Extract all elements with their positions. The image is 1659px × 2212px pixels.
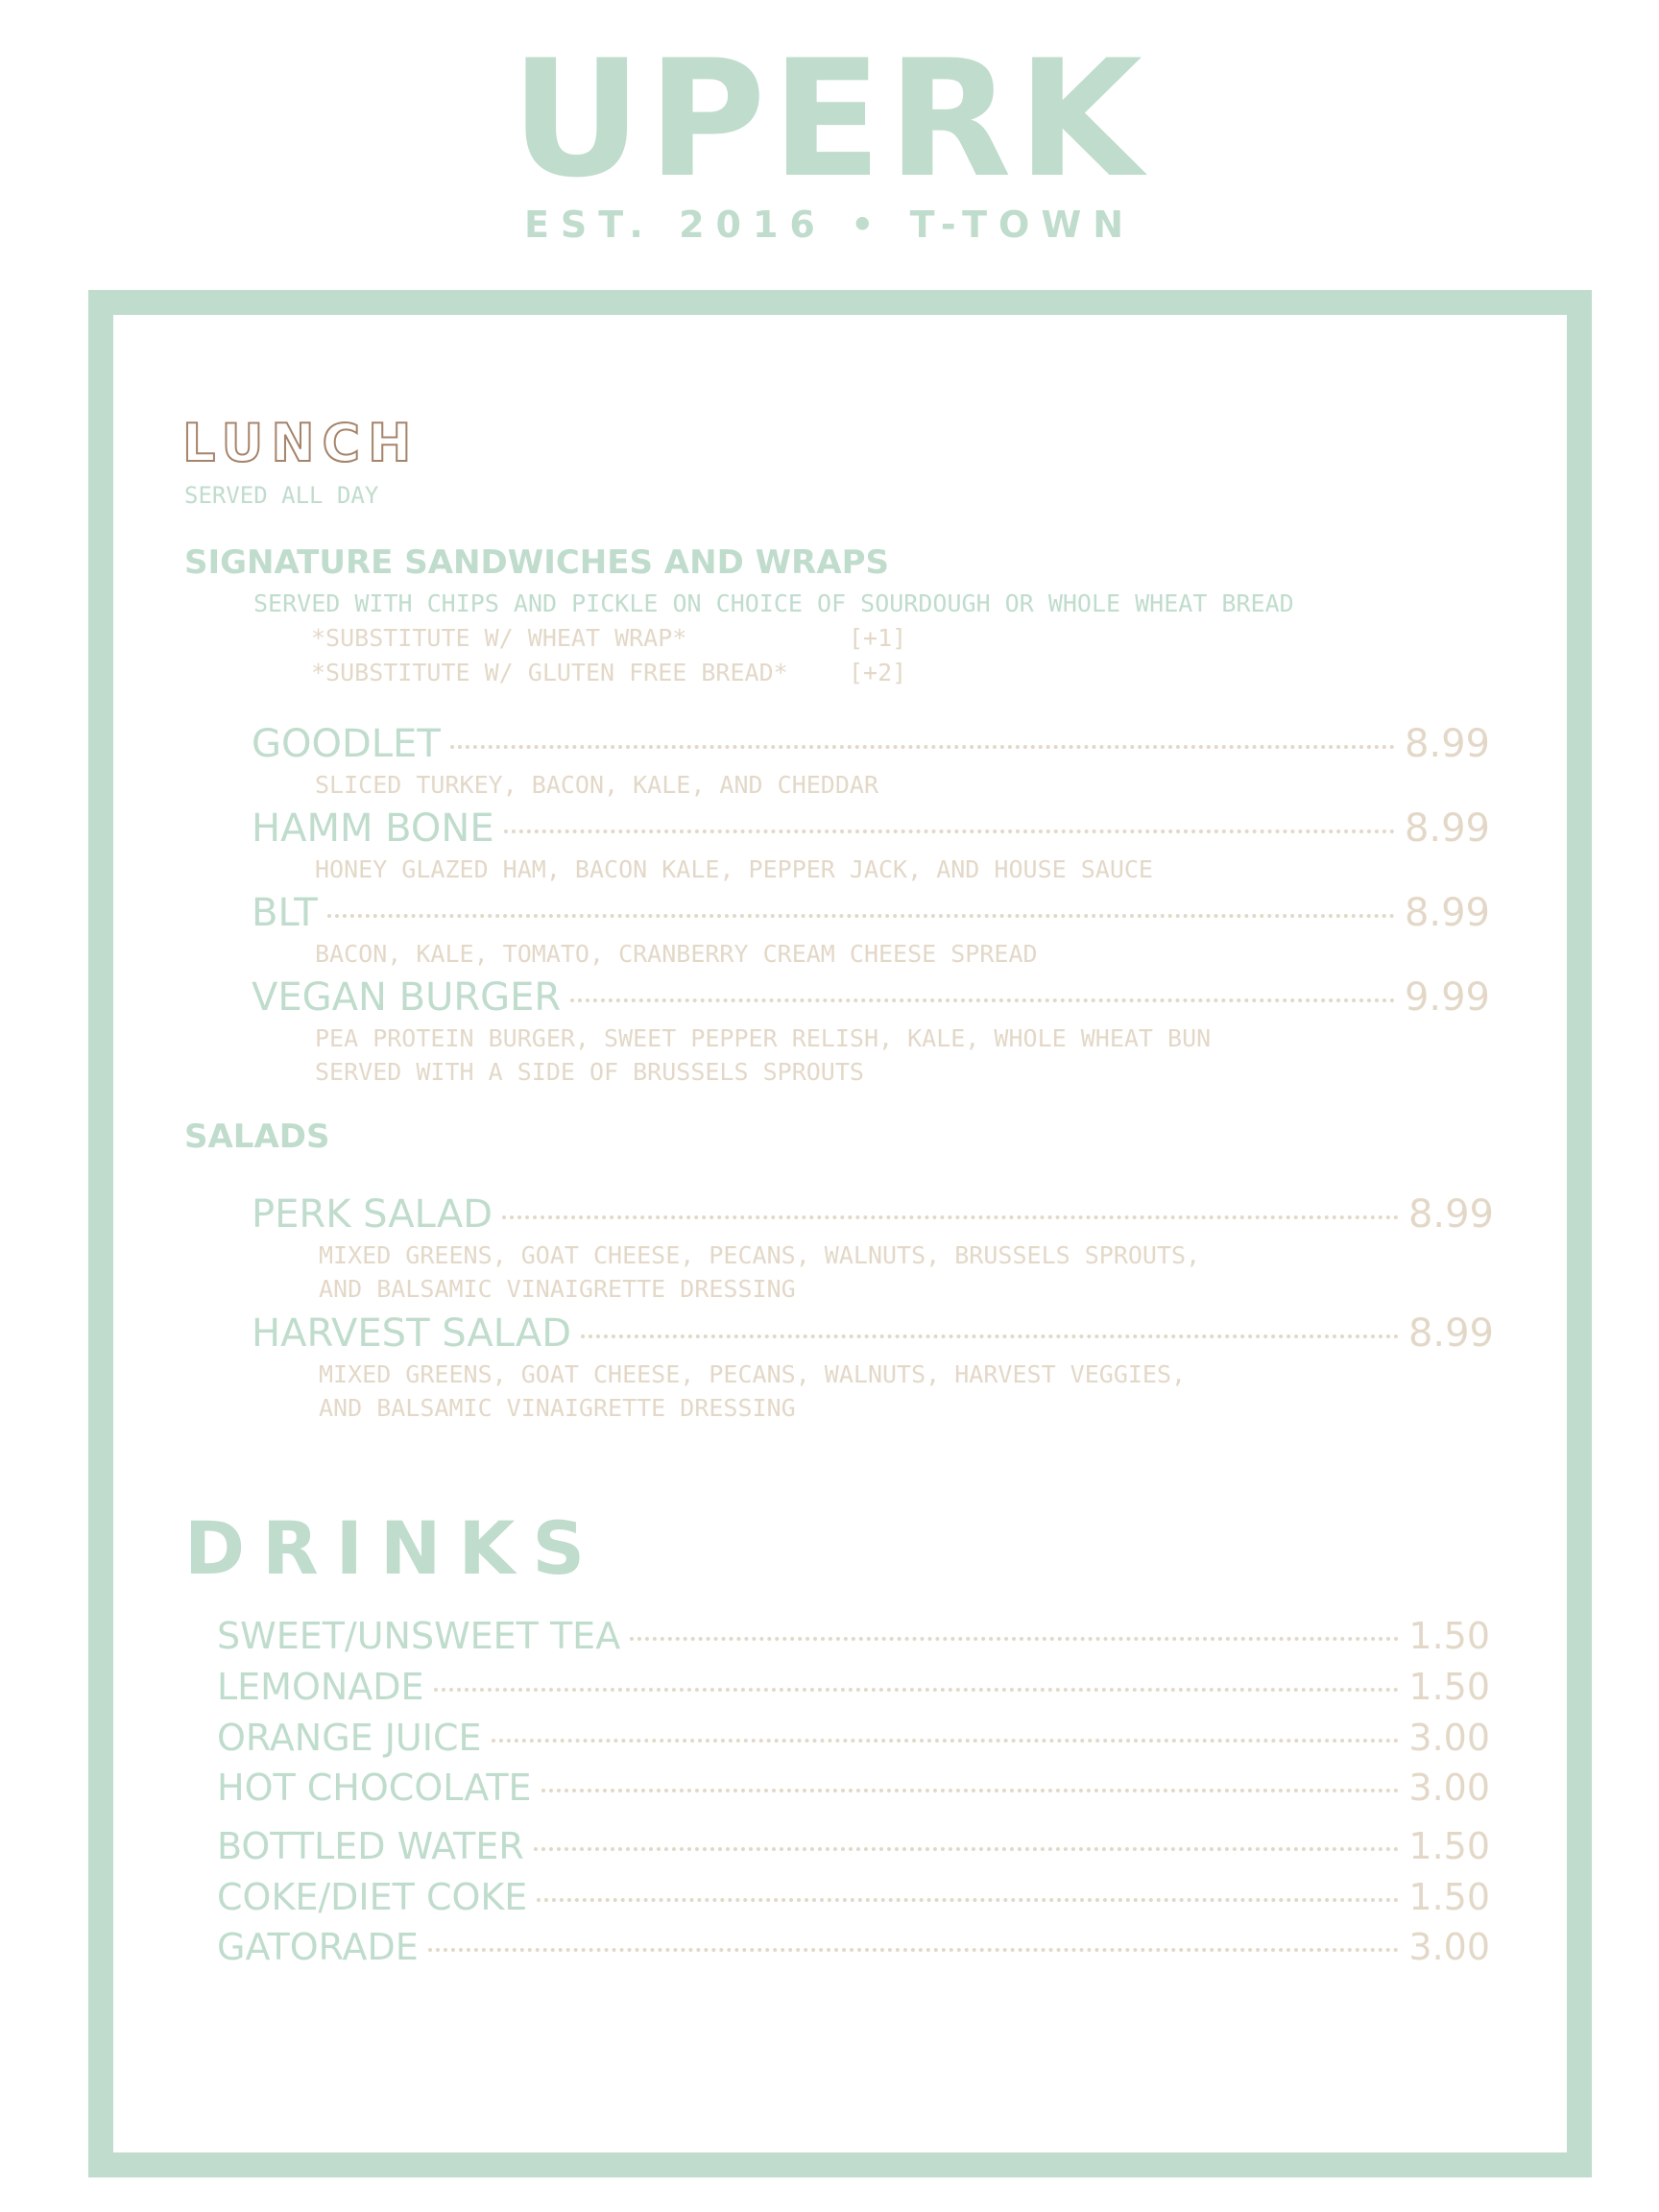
menu-item-perk-salad bbox=[252, 1192, 1494, 1237]
item-description: SLICED TURKEY, BACON, KALE, AND CHEDDAR bbox=[315, 771, 878, 799]
dot-leader bbox=[570, 998, 1395, 1002]
dot-leader bbox=[630, 1637, 1399, 1641]
dot-leader bbox=[434, 1688, 1400, 1692]
brand-logo: UPERK bbox=[511, 25, 1148, 213]
sandwiches-heading: SIGNATURE SANDWICHES AND WRAPS bbox=[184, 543, 890, 582]
item-name: GATORADE bbox=[217, 1926, 419, 1968]
item-name: BOTTLED WATER bbox=[217, 1825, 524, 1867]
item-name: LEMONADE bbox=[217, 1666, 424, 1708]
item-name: VEGAN BURGER bbox=[252, 975, 562, 1020]
item-price: 1.50 bbox=[1408, 1825, 1490, 1867]
item-name: HOT CHOCOLATE bbox=[217, 1767, 532, 1809]
item-price: 9.99 bbox=[1404, 975, 1490, 1020]
item-price: 1.50 bbox=[1408, 1615, 1490, 1657]
drinks-title: DRINKS bbox=[184, 1505, 603, 1591]
lunch-title: LUNCH bbox=[182, 413, 420, 473]
drink-item bbox=[217, 1717, 1490, 1759]
item-price: 8.99 bbox=[1407, 1192, 1494, 1237]
item-name: COKE/DIET COKE bbox=[217, 1876, 528, 1918]
substitute-gluten-free-note: *SUBSTITUTE W/ GLUTEN FREE BREAD* bbox=[311, 659, 788, 686]
substitute-wrap-price: [+1] bbox=[849, 624, 907, 652]
dot-leader bbox=[534, 1847, 1400, 1851]
item-description-line-2: AND BALSAMIC VINAIGRETTE DRESSING bbox=[319, 1275, 796, 1303]
item-name: GOODLET bbox=[252, 722, 441, 766]
dot-leader bbox=[537, 1898, 1399, 1902]
dot-leader bbox=[581, 1334, 1399, 1338]
drink-item bbox=[217, 1615, 1490, 1657]
salads-heading: SALADS bbox=[184, 1118, 330, 1156]
menu-item-blt bbox=[252, 891, 1490, 935]
item-name: SWEET/UNSWEET TEA bbox=[217, 1615, 621, 1657]
item-price: 1.50 bbox=[1408, 1666, 1490, 1708]
substitute-gluten-free-price: [+2] bbox=[849, 659, 907, 686]
item-description: MIXED GREENS, GOAT CHEESE, PECANS, WALNUTS, BRUSSELS SPROUTS, bbox=[319, 1241, 1201, 1269]
substitute-wrap-note: *SUBSTITUTE W/ WHEAT WRAP* bbox=[311, 624, 687, 652]
item-price: 8.99 bbox=[1404, 722, 1490, 766]
item-price: 3.00 bbox=[1408, 1717, 1490, 1759]
item-price: 8.99 bbox=[1407, 1311, 1494, 1356]
item-description-line-2: AND BALSAMIC VINAIGRETTE DRESSING bbox=[319, 1394, 796, 1422]
drink-item bbox=[217, 1825, 1490, 1867]
served-all-day-note: SERVED ALL DAY bbox=[184, 482, 379, 509]
drink-item bbox=[217, 1926, 1490, 1968]
sandwiches-note: SERVED WITH CHIPS AND PICKLE ON CHOICE OF SOURDOUGH OR WHOLE WHEAT BREAD bbox=[253, 589, 1294, 617]
item-price: 3.00 bbox=[1408, 1926, 1490, 1968]
item-description: BACON, KALE, TOMATO, CRANBERRY CREAM CHEESE SPREAD bbox=[315, 940, 1038, 968]
drink-item bbox=[217, 1666, 1490, 1708]
item-description: HONEY GLAZED HAM, BACON KALE, PEPPER JACK, AND HOUSE SAUCE bbox=[315, 855, 1153, 883]
dot-leader bbox=[541, 1789, 1400, 1792]
dot-leader bbox=[502, 1215, 1399, 1219]
dot-leader bbox=[327, 914, 1395, 918]
dot-leader bbox=[492, 1739, 1400, 1743]
item-price: 1.50 bbox=[1408, 1876, 1490, 1918]
dot-leader bbox=[428, 1948, 1400, 1952]
item-name: ORANGE JUICE bbox=[217, 1717, 482, 1759]
drink-item bbox=[217, 1767, 1490, 1809]
item-name: PERK SALAD bbox=[252, 1192, 493, 1237]
item-name: BLT bbox=[252, 891, 318, 935]
item-price: 8.99 bbox=[1404, 806, 1490, 851]
dot-leader bbox=[504, 830, 1395, 833]
item-description: MIXED GREENS, GOAT CHEESE, PECANS, WALNUTS, HARVEST VEGGIES, bbox=[319, 1360, 1187, 1388]
item-price: 8.99 bbox=[1404, 891, 1490, 935]
menu-item-hamm-bone bbox=[252, 806, 1490, 851]
item-name: HARVEST SALAD bbox=[252, 1311, 572, 1356]
item-description-line-2: SERVED WITH A SIDE OF BRUSSELS SPROUTS bbox=[315, 1058, 864, 1086]
menu-item-harvest-salad bbox=[252, 1311, 1494, 1356]
item-description: PEA PROTEIN BURGER, SWEET PEPPER RELISH, KALE, WHOLE WHEAT BUN bbox=[315, 1024, 1212, 1052]
item-name: HAMM BONE bbox=[252, 806, 494, 851]
drink-item bbox=[217, 1876, 1490, 1918]
menu-item-vegan-burger bbox=[252, 975, 1490, 1020]
dot-leader bbox=[450, 745, 1395, 749]
menu-item-goodlet bbox=[252, 722, 1490, 766]
brand-tagline: EST. 2016 • T-TOWN bbox=[523, 204, 1136, 246]
item-price: 3.00 bbox=[1408, 1767, 1490, 1809]
